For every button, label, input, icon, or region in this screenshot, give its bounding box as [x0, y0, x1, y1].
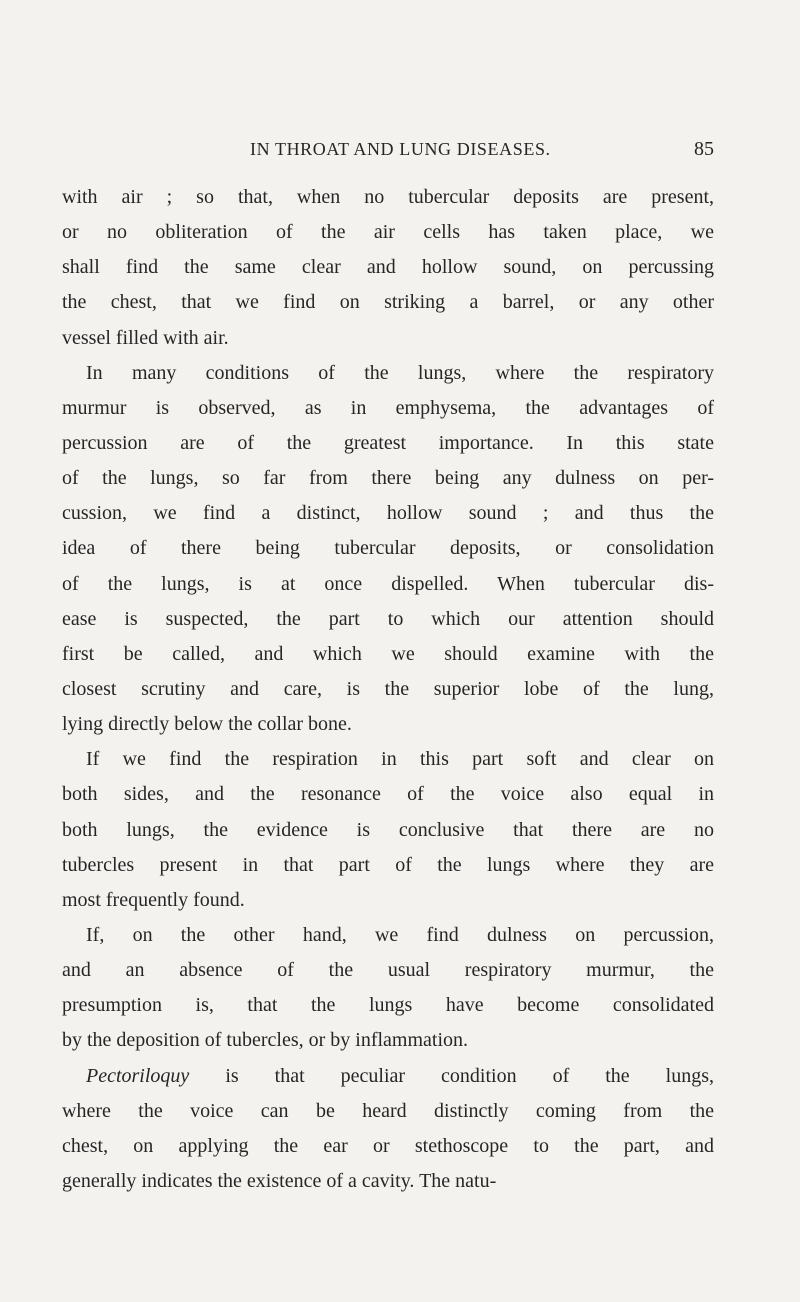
text-line: with air ; so that, when no tubercular deposits are present, [62, 186, 714, 208]
italic-term: Pectoriloquy [86, 1064, 190, 1087]
text-line: by the deposition of tubercles, or by inflammation. [62, 1029, 469, 1052]
text-line: If, on the other hand, we find dulness on percussion, [86, 923, 714, 946]
text-line: the chest, that we find on striking a barrel, or any other [62, 291, 714, 314]
text-line: If we find the respiration in this part soft and clear on [86, 748, 714, 771]
text-line-with-term [62, 1059, 714, 1094]
text-line: both sides, and the resonance of the voice also equal in [62, 783, 714, 806]
text-line: closest scrutiny and care, is the superior lobe of the lung, [62, 677, 714, 700]
text-line: where the voice can be heard distinctly coming from the [62, 1099, 714, 1122]
text-line: generally indicates the existence of a cavity. The natu- [62, 1169, 497, 1192]
page-number: 85 [694, 138, 714, 160]
text-line: lying directly below the collar bone. [62, 713, 352, 736]
text-line: of the lungs, is at once dispelled. When tubercular dis- [62, 572, 714, 595]
text-line: vessel filled with air. [62, 326, 229, 349]
text-line: chest, on applying the ear or stethoscope to the part, and [62, 1134, 714, 1157]
text-line: idea of there being tubercular deposits, or consolidation [62, 537, 714, 560]
text-line: In many conditions of the lungs, where the respiratory [86, 361, 714, 384]
text-line: both lungs, the evidence is conclusive that there are no [62, 818, 714, 841]
text-line: murmur is observed, as in emphysema, the advantages of [62, 396, 714, 419]
text-line: percussion are of the greatest importance. In this state [62, 431, 714, 454]
text-line: presumption is, that the lungs have become consolidated [62, 994, 714, 1017]
text-line-rest: is that peculiar condition of the lungs, [225, 1064, 715, 1087]
text-line: and an absence of the usual respiratory murmur, the [62, 959, 714, 982]
running-head [60, 139, 714, 165]
text-line: or no obliteration of the air cells has taken place, we [62, 221, 714, 244]
text-line: ease is suspected, the part to which our attention should [62, 607, 714, 630]
running-title: IN THROAT AND LUNG DISEASES. [250, 139, 551, 159]
text-line: most frequently found. [62, 888, 245, 911]
text-line: of the lungs, so far from there being any dulness on per- [62, 467, 714, 490]
body-text [62, 180, 714, 1199]
text-line: cussion, we find a distinct, hollow sound ; and thus the [62, 502, 714, 525]
text-line: shall find the same clear and hollow sound, on percussing [62, 256, 714, 279]
text-line: first be called, and which we should examine with the [62, 642, 714, 665]
text-line: tubercles present in that part of the lungs where they are [62, 853, 714, 876]
